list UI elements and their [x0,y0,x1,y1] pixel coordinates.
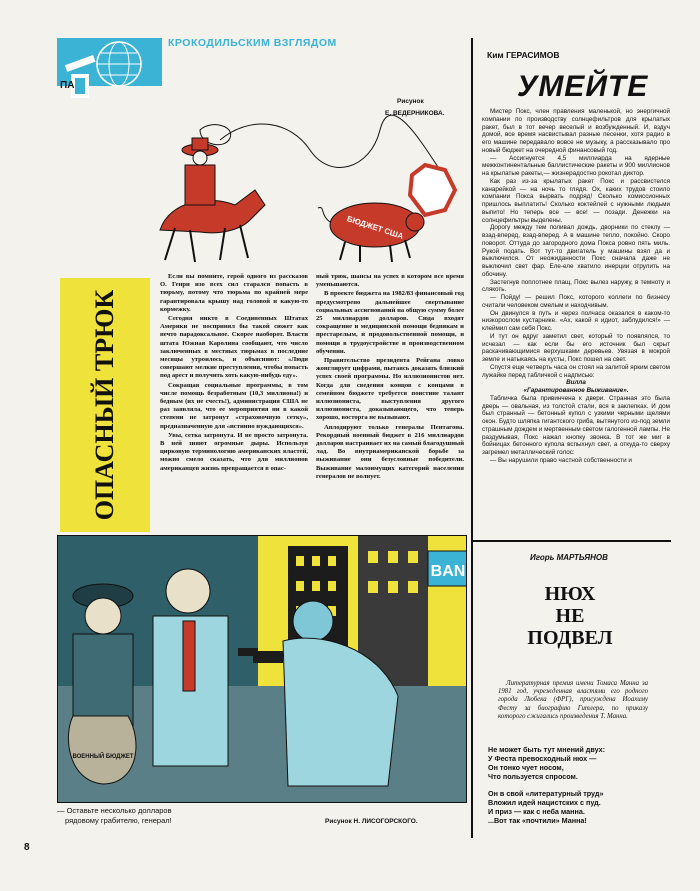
stop-sign-shape [410,165,455,215]
bank-sign: BAN [430,563,466,580]
poem-author: Игорь МАРТЬЯНОВ [530,553,608,562]
cartoon-caption-line2: рядовому грабителю, генерал! [65,816,172,825]
poem-line: У Феста превосходный нюх — [488,754,597,763]
right-article-body [482,108,670,465]
article-col1-p2: Сегодня никто в Соединенных Штатах Америки не воспринял бы такой сюжет как нечто парадоксальное. Скорее наоборот. Власти штата Южная Каролина сообщают, что число заключенных в местных тюрьмах в последние месяцы утроилось, и объясняют: «Люди совершают мелкие преступления, чтобы попасть под арест и получить хоть какую-нибудь еду». [160,315,308,380]
article-col1-p3: Сокращая социальные программы, в том числе помощь безработным (10,3 миллиона!) и бедным (их не счесть!), администрация США не раз заявляла, что ее мероприятия ни в какой степени не затронут «страховочную сетку», предназначенную для «истинно нуждающихся». [160,381,308,430]
top-cartoon-credit-label: Рисунок [397,98,424,105]
article-col2-p3: Правительство президента Рейгана ловко жонглирует цифрами, пытаясь доказать близкий успех своей программы. Но иллюзионистов нет. Когда для сведения концов с концами в семейном бюджете требуется поистине талант иллюзиониста, выступления другого иллюзиониста, доказывающего, что теперь хорошо, восторга не вызывают. [316,357,464,422]
right-p7: Он двинулся в путь и через полчаса оказался в каком-то низкорослом кустарнике. «Ах, какой я идиот, заблудился!» — клеймил сам себя Покс. [482,309,670,332]
poem-line: Он в свой «литературный труд» [488,789,604,798]
villa-sign-line2: «Гарантированное Выживание». [523,387,629,394]
article-col1 [160,273,308,474]
right-p11: — Вы нарушили право частной собственности и [490,456,632,464]
right-p5: Застегнув поплотнее плащ, Покс вылез наружу, в темноту и слякоть. [482,278,670,294]
right-p2: — Ассигнуется 4,5 миллиарда на ядерные межконтинентальные баллистические ракеты и 900 миллионов на крылатые ракеты,— жизнерадостно рокотал диктор. [482,154,670,177]
poem-line: Что пользуется спросом. [488,772,578,781]
right-article-author: Ким ГЕРАСИМОВ [487,50,560,60]
poem-title-line2: НЕ [555,605,585,627]
article-col1-p4: Увы, сетка затронута. И не просто затронута. В ней зияют огромные дыры. Используя цирковую терминологию американских властей, можно смело сказать, что для миллионов американцев жизнь превращается в опас- [160,431,308,472]
article-col2-p1: ный трюк, шансы на успех в котором все время уменьшаются. [316,273,464,289]
poem-title [480,583,660,649]
article-col2-p4: Аплодируют только генералы Пентагона. Рекордный военный бюджет в 216 миллиардов долларов настраивает их на самый благодушный лад. Во внутриамериканской борьбе за выживание они безусловные победители. Выживание малоимущих категорий населения генералов не волнует. [316,423,464,480]
poem-line: Он тонко чует носом, [488,763,564,772]
poem-title-line3: ПОДВЕЛ [527,627,613,649]
right-p1: Мистер Покс, член правления маленькой, но энергичной компании по производству солнцефильтров для крылатых ракет, был в тот вечер веселый и возбужденный. И, вздуч домой, все время насвистывал разные песенки, хотя радио в его машине передавало вовсе не музыку, а рассказывало про новый бюджет на очередной финансовый год. [482,108,670,154]
right-article-title: УМЕЙТЕ [517,70,649,103]
right-p9: Спустя еще четверть часа он стоял на залитой ярким светом лужайке перед табличкой с надписью: [482,363,670,379]
top-cartoon-credit-artist: Е. ВЕДЕРНИКОВА. [385,110,445,117]
article-title: ОПАСНЫЙ ТРЮК [90,289,119,521]
pig-label: БЮДЖЕТ США [345,214,405,241]
article-col2-p2: В проекте бюджета на 1982/83 финансовый год предусмотрено дальнейшее свертывание социальных ассигнований на общую сумму более 25 миллиардов долларов. Сюда входят сокращение и медицинской помощи беднякам и престарелым, и продовольственной помощи, и помощи в трудоустройстве и производственном обучении. [316,290,464,355]
right-p6: — Пойду! — решил Покс, которого коллеги по бизнесу считали человеком смелым и находчивым. [482,294,670,309]
right-p10: Табличка была привинчена к двери. Странная это была дверь — овальная, из толстой стали, вся в заклепках. И дом был странный — бетонный купол с узкими черными щелями окон. Будто шляпка гигантского гриба, вытянутого из-под земли страшным дождем и мертвенным светом галогенной лампы. Не раздумывая, Покс нажал кнопку звонка. В тот же миг в бойницах бетонного купола вспыхнул свет, а откуда-то сверху загремел металлический голос: [482,394,670,456]
right-p4: Дорогу между тем поливал дождь, дворники по стеклу — взад-вперед, взад-вперед. А в машине тепло, покойно. Скоро поворот. Оттуда до загородного дома Покса ровно пять миль. Рукой подать. Вот тут-то двигатель у машины взял да и выключился. От неожиданности Покс сначала даже не выключил свет фар. Еле-еле хватило инерции отрулить на обочину. [482,224,670,278]
column-divider [471,38,473,838]
page-number: 8 [24,842,30,853]
right-p8: И тут он вдруг заметил свет, который то появлялся, то исчезал — как если бы его источник был скрыт раскачивающимися верхушками деревьев. Увязая в мокрой земле и натыкаясь на кусты, Покс пошел на свет. [482,332,670,363]
rubric-title: КРОКОДИЛЬСКИМ ВЗГЛЯДОМ [168,37,337,49]
article-col1-p1: Если вы помните, герой одного из рассказов О. Генри изо всех сил старался попасть в тюрьму, потому что тюрьма по крайней мере гарантировала крышу над головой и какую-то кормежку. [160,273,308,313]
logo-letters: ПА [60,80,75,91]
poem-note: Литературная премия имени Томаса Манна за 1981 год, учрежденная властями его родного города Любека (ФРГ), присуждена Иоахиму Фесту за биографию Гитлера, по приказу которого сжигались произведения Т. Манна. [498,680,648,720]
right-section-divider [471,540,671,542]
poem-line: И приз — как с неба манна. [488,807,585,816]
article-col2 [316,273,464,482]
globe-telescope-icon [57,38,162,104]
poem-line: Вложил идей нацистских с пуд. [488,798,601,807]
cartoon-credit: Рисунок Н. ЛИСОГОРСКОГО. [325,818,418,825]
villa-sign-line1: Вилла [566,379,586,387]
poem-body [488,745,668,825]
bag-label: ВОЕННЫЙ БЮДЖЕТ [72,754,134,760]
right-p3: Как раз из-за крылатых ракет Покс и рассвистелся канарейкой — на ночь то глядя. Ох, каких трудов стоило компании Покса вырвать подряд! Сколько комиссионных пришлось выплатить! Сколько коктейлей с нужными людьми выпито! Но теперь все — все! — позади. Денежки на солнцефильтры выделены. [482,177,670,224]
poem-line [488,781,668,789]
rubric-logo [57,38,162,104]
poem-line: ...Вот так «почтили» Манна! [488,816,587,825]
poem-line: Не может быть тут мнений двух: [488,745,606,754]
top-cartoon [140,110,470,270]
cartoon-caption-line1: — Оставьте несколько долларов [57,806,172,815]
bottom-cartoon [57,535,467,803]
poem-title-line1: НЮХ [544,583,596,605]
